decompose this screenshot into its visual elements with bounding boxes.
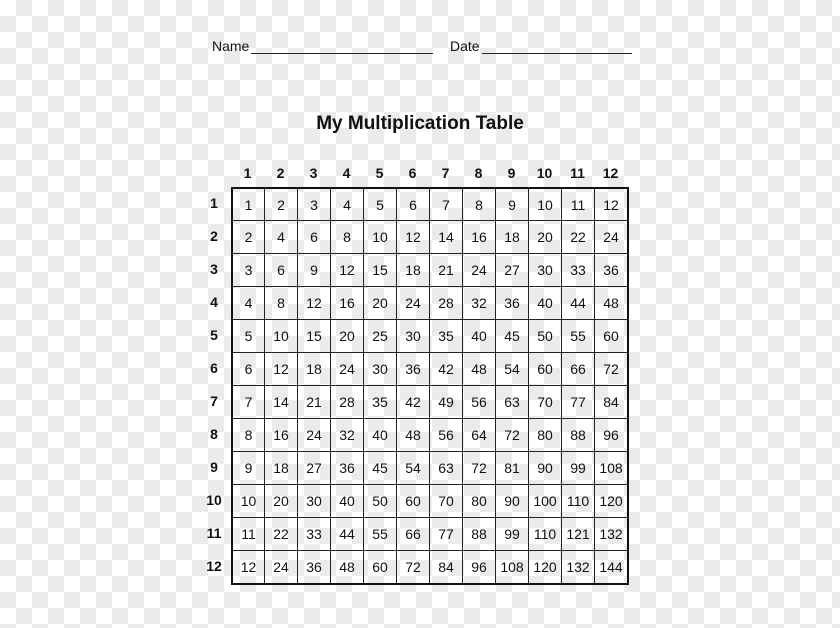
row-header: 12 (206, 558, 222, 574)
table-cell: 12 (231, 550, 264, 583)
table-cell: 8 (231, 418, 264, 451)
table-cell: 40 (528, 286, 561, 319)
table-cell: 50 (363, 484, 396, 517)
table-cell: 55 (561, 319, 594, 352)
table-cell: 16 (462, 220, 495, 253)
row-header: 8 (210, 426, 218, 442)
row-header: 5 (210, 327, 218, 343)
table-cell: 96 (594, 418, 627, 451)
table-cell: 108 (594, 451, 627, 484)
table-cell: 22 (561, 220, 594, 253)
table-cell: 132 (561, 550, 594, 583)
name-blank-line[interactable] (251, 39, 433, 54)
table-cell: 60 (363, 550, 396, 583)
table-cell: 30 (528, 253, 561, 286)
table-cell: 12 (264, 352, 297, 385)
table-cell: 24 (396, 286, 429, 319)
table-cell: 72 (495, 418, 528, 451)
table-cell: 20 (264, 484, 297, 517)
table-cell: 20 (528, 220, 561, 253)
table-cell: 30 (396, 319, 429, 352)
table-cell: 15 (297, 319, 330, 352)
table-cell: 9 (495, 187, 528, 220)
table-cell: 36 (495, 286, 528, 319)
table-cell: 24 (297, 418, 330, 451)
table-cell: 24 (594, 220, 627, 253)
table-cell: 11 (561, 187, 594, 220)
table-cell: 120 (528, 550, 561, 583)
table-cell: 14 (264, 385, 297, 418)
table-cell: 30 (363, 352, 396, 385)
table-cell: 72 (462, 451, 495, 484)
table-cell: 10 (264, 319, 297, 352)
table-cell: 144 (594, 550, 627, 583)
row-header: 2 (210, 228, 218, 244)
table-cell: 70 (429, 484, 462, 517)
table-cell: 50 (528, 319, 561, 352)
table-cell: 35 (429, 319, 462, 352)
table-cell: 99 (561, 451, 594, 484)
page-title: My Multiplication Table (316, 113, 524, 134)
table-cell: 18 (495, 220, 528, 253)
table-cell: 5 (363, 187, 396, 220)
table-cell: 24 (330, 352, 363, 385)
table-cell: 55 (363, 517, 396, 550)
name-field[interactable] (212, 38, 433, 54)
table-cell: 54 (396, 451, 429, 484)
table-cell: 18 (297, 352, 330, 385)
table-cell: 21 (429, 253, 462, 286)
table-cell: 15 (363, 253, 396, 286)
table-cell: 8 (462, 187, 495, 220)
table-cell: 108 (495, 550, 528, 583)
table-cell: 36 (297, 550, 330, 583)
table-cell: 64 (462, 418, 495, 451)
table-cell: 66 (561, 352, 594, 385)
multiplication-grid (231, 187, 629, 585)
table-cell: 4 (231, 286, 264, 319)
column-header: 11 (570, 165, 585, 181)
table-cell: 24 (462, 253, 495, 286)
table-cell: 22 (264, 517, 297, 550)
table-cell: 110 (561, 484, 594, 517)
table-cell: 27 (495, 253, 528, 286)
table-cell: 63 (495, 385, 528, 418)
table-cell: 12 (396, 220, 429, 253)
column-header: 6 (408, 165, 417, 181)
table-cell: 49 (429, 385, 462, 418)
table-cell: 40 (363, 418, 396, 451)
table-cell: 36 (396, 352, 429, 385)
table-cell: 5 (231, 319, 264, 352)
column-header: 9 (507, 165, 516, 181)
table-cell: 7 (429, 187, 462, 220)
table-cell: 77 (561, 385, 594, 418)
table-cell: 48 (330, 550, 363, 583)
table-cell: 121 (561, 517, 594, 550)
table-cell: 20 (363, 286, 396, 319)
table-cell: 10 (363, 220, 396, 253)
table-cell: 48 (462, 352, 495, 385)
date-blank-line[interactable] (482, 39, 632, 54)
table-cell: 60 (396, 484, 429, 517)
table-cell: 32 (462, 286, 495, 319)
table-cell: 16 (330, 286, 363, 319)
column-header: 1 (243, 165, 252, 181)
table-cell: 14 (429, 220, 462, 253)
row-header: 3 (210, 261, 218, 277)
table-cell: 7 (231, 385, 264, 418)
table-cell: 45 (495, 319, 528, 352)
table-cell: 30 (297, 484, 330, 517)
table-cell: 8 (264, 286, 297, 319)
table-cell: 32 (330, 418, 363, 451)
table-cell: 96 (462, 550, 495, 583)
column-header: 3 (309, 165, 318, 181)
table-cell: 88 (561, 418, 594, 451)
table-cell: 63 (429, 451, 462, 484)
table-cell: 132 (594, 517, 627, 550)
table-cell: 40 (462, 319, 495, 352)
table-cell: 9 (297, 253, 330, 286)
table-cell: 2 (264, 187, 297, 220)
row-header: 11 (206, 525, 222, 541)
table-cell: 44 (330, 517, 363, 550)
column-header: 2 (276, 165, 285, 181)
table-cell: 120 (594, 484, 627, 517)
table-cell: 25 (363, 319, 396, 352)
table-cell: 54 (495, 352, 528, 385)
column-header: 5 (375, 165, 384, 181)
table-cell: 4 (264, 220, 297, 253)
table-cell: 2 (231, 220, 264, 253)
table-cell: 45 (363, 451, 396, 484)
table-cell: 10 (231, 484, 264, 517)
table-cell: 6 (231, 352, 264, 385)
column-header: 4 (342, 165, 351, 181)
table-cell: 28 (330, 385, 363, 418)
table-cell: 12 (594, 187, 627, 220)
table-cell: 33 (297, 517, 330, 550)
table-cell: 24 (264, 550, 297, 583)
table-cell: 36 (594, 253, 627, 286)
table-cell: 21 (297, 385, 330, 418)
table-cell: 6 (396, 187, 429, 220)
table-cell: 42 (429, 352, 462, 385)
table-cell: 8 (330, 220, 363, 253)
table-cell: 81 (495, 451, 528, 484)
table-cell: 60 (594, 319, 627, 352)
date-field[interactable] (450, 38, 632, 54)
row-header: 9 (210, 459, 218, 475)
table-cell: 18 (264, 451, 297, 484)
table-cell: 6 (264, 253, 297, 286)
column-header: 8 (474, 165, 483, 181)
table-cell: 48 (396, 418, 429, 451)
row-header: 4 (210, 294, 218, 310)
table-cell: 9 (231, 451, 264, 484)
table-cell: 84 (429, 550, 462, 583)
table-cell: 11 (231, 517, 264, 550)
table-cell: 10 (528, 187, 561, 220)
date-label: Date (450, 38, 480, 54)
table-cell: 12 (330, 253, 363, 286)
table-cell: 35 (363, 385, 396, 418)
table-cell: 60 (528, 352, 561, 385)
column-header: 7 (441, 165, 450, 181)
table-cell: 48 (594, 286, 627, 319)
table-cell: 33 (561, 253, 594, 286)
table-cell: 56 (462, 385, 495, 418)
table-cell: 80 (528, 418, 561, 451)
table-cell: 80 (462, 484, 495, 517)
table-cell: 40 (330, 484, 363, 517)
table-cell: 66 (396, 517, 429, 550)
name-label: Name (212, 38, 250, 54)
table-cell: 3 (231, 253, 264, 286)
row-header: 7 (210, 393, 218, 409)
table-cell: 27 (297, 451, 330, 484)
row-header: 10 (206, 492, 222, 508)
table-cell: 72 (396, 550, 429, 583)
table-cell: 42 (396, 385, 429, 418)
table-cell: 16 (264, 418, 297, 451)
table-cell: 18 (396, 253, 429, 286)
table-cell: 1 (231, 187, 264, 220)
table-cell: 88 (462, 517, 495, 550)
table-cell: 72 (594, 352, 627, 385)
table-cell: 6 (297, 220, 330, 253)
row-header: 1 (210, 195, 218, 211)
table-cell: 90 (528, 451, 561, 484)
table-cell: 77 (429, 517, 462, 550)
table-cell: 99 (495, 517, 528, 550)
table-cell: 28 (429, 286, 462, 319)
table-cell: 12 (297, 286, 330, 319)
table-cell: 3 (297, 187, 330, 220)
table-cell: 84 (594, 385, 627, 418)
table-cell: 44 (561, 286, 594, 319)
table-cell: 36 (330, 451, 363, 484)
table-cell: 90 (495, 484, 528, 517)
table-cell: 56 (429, 418, 462, 451)
column-header: 12 (602, 165, 619, 181)
column-header: 10 (536, 165, 553, 181)
table-cell: 110 (528, 517, 561, 550)
table-cell: 4 (330, 187, 363, 220)
table-cell: 70 (528, 385, 561, 418)
table-cell: 100 (528, 484, 561, 517)
row-header: 6 (210, 360, 218, 376)
table-cell: 20 (330, 319, 363, 352)
